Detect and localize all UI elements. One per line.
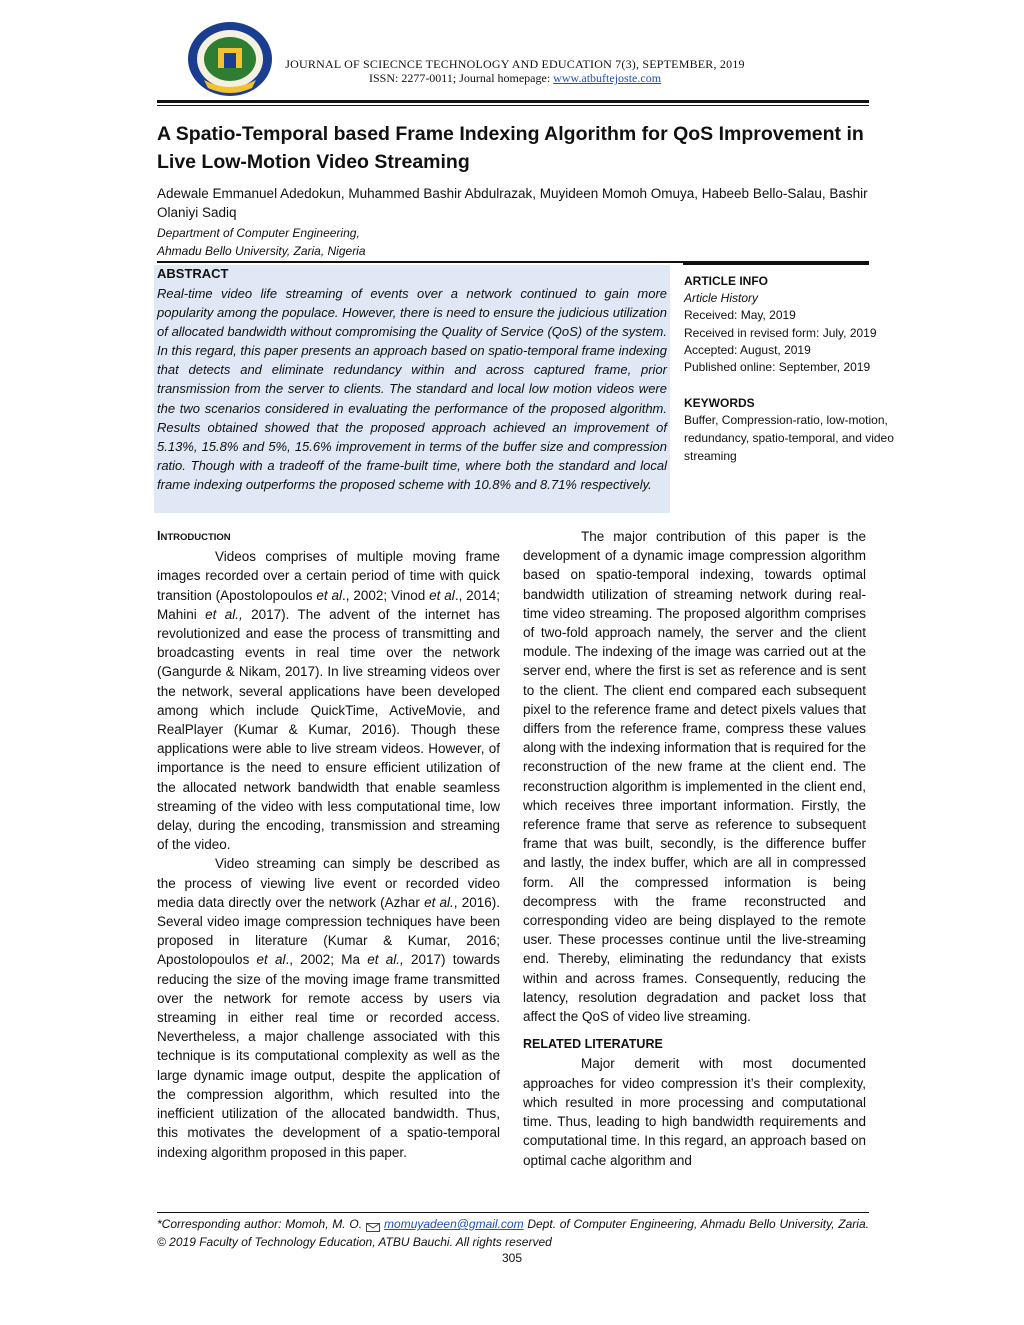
received-date: Received: May, 2019 [684, 308, 796, 322]
revised-date: Received in revised form: July, 2019 [684, 326, 877, 340]
article-history-label: Article History [684, 291, 759, 305]
related-literature-heading: RELATED LITERATURE [523, 1037, 663, 1052]
intro-paragraph-1: Videos comprises of multiple moving frame images recorded over a certain period of time with quick transition (Apostolopoulos et al., 2002; Vinod et al., 2014; Mahini et al., 2017). The advent of the internet has revolutionized and ease the process of transmitting and broadcasting events in real time over the network (Gangurde & Nikam, 2017). In live streaming videos over the network, several applications have been developed among which include QuickTime, ActiveMovie, and RealPlayer (Kumar & Kumar, 2016). Though these applications were able to live stream videos. However, of importance is the need to ensure efficient utilization of the allocated network bandwidth that enable seamless streaming of the video with less computational time, low delay, during the encoding, transmission and streaming of the video. [157, 549, 500, 853]
journal-name: JOURNAL OF SCIECNCE TECHNOLOGY AND EDUCATION 7(3), SEPTEMBER, 2019 [285, 57, 745, 71]
university: Ahmadu Bello University, Zaria, Nigeria [157, 244, 366, 258]
journal-issn-line: ISSN: 2277-0011; Journal homepage: www.atbuftejoste.com [368, 71, 662, 85]
page-number: 305 [501, 1251, 523, 1265]
intro-paragraph-2: Video streaming can simply be described as the process of viewing live event or recorded video media data directly over the network (Azhar et al., 2016). Several video image compression techniques have been proposed in literature (Kumar & Kumar, 2016; Apostolopoulos et al., 2002; Ma et al., 2017) towards reducing the size of the moving image frame transmitted over the network for remote access by users via streaming in either real time or recorded access. Nevertheless, a major challenge associated with this technique is its computational complexity as well as the large dynamic image output, despite the application of the compression algorithm, which resulted into the inefficient utilization of the allocated bandwidth. Thus, this motivates the development of a spatio-temporal indexing algorithm proposed in this paper. [157, 856, 501, 1160]
corresponding-author-note: *Corresponding author: Momoh, M. O. momuyadeen@gmail.com Dept. of Computer Engineering, Ahmadu Bello University, Zaria. © 2019 Faculty of Technology Education, ATBU Bauchi. All rights reserved [157, 1217, 869, 1249]
affiliation [157, 224, 869, 260]
author-email-link[interactable]: momuyadeen@gmail.com [384, 1217, 524, 1231]
footer-divider [157, 1212, 869, 1213]
abstract-text: Real-time video life streaming of events over a network continued to gain more popularity among the populace. However, there is need to ensure the judicious utilization of allocated bandwidth without compromising the Quality of Service (QoS) of the system. In this regard, this paper presents an approach based on spatio-temporal frame indexing that detects and eliminate redundancy within and across captured frame, prior transmission from the server to clients. The standard and local low motion videos were the two scenarios considered in evaluating the performance of the proposed algorithm. Results obtained showed that the proposed approach achieved an improvement of 5.13%, 15.8% and 5%, 15.6% improvement in terms of the buffer size and compression ratio. Though with a tradeoff of the frame-built time, where both the standard and local frame indexing outperforms the proposed scheme with 10.8% and 8.71% respectively. [157, 286, 667, 492]
header-divider-thin [157, 105, 869, 106]
header-divider [157, 100, 869, 103]
left-column [157, 527, 500, 1162]
keywords-list: Buffer, Compression-ratio, low-motion, redundancy, spatio-temporal, and video streaming [684, 413, 894, 463]
keywords-heading: KEYWORDS [684, 396, 755, 410]
paper-title: A Spatio-Temporal based Frame Indexing Algorithm for QoS Improvement in Live Low-Motion Video Streaming [157, 123, 864, 173]
abstract-heading: ABSTRACT [157, 266, 229, 281]
article-info-divider [683, 263, 869, 265]
published-date: Published online: September, 2019 [684, 360, 871, 374]
introduction-heading: INTRODUCTION [157, 529, 231, 543]
envelope-icon [366, 1220, 380, 1229]
department: Department of Computer Engineering, [157, 226, 360, 240]
contribution-paragraph: The major contribution of this paper is the development of a dynamic image compression algorithm based on spatio-temporal indexing, towards optimal bandwidth utilization of streaming network during real-time video streaming. The proposed algorithm comprises of two-fold approach namely, the server and the client module. The indexing of the image was carried out at the server end, where the first is set as reference and is sent to the client. The client end compared each subsequent pixel to the reference frame and detect pixels values that differs from the reference frame, compress these values along with the indexing information that is required for the reconstruction of the new frame at the client end. The reconstruction algorithm is implemented in the client end, which receives three important information. Firstly, the reference frame that serve as reference to subsequent frame that was built, secondly, is the difference buffer and lastly, the index buffer, which are all in compressed form. All the compressed information is being decompress with the frame reconstructed and corresponding video are being displayed to the remote user. These processes continue until the live-streaming end. Thereby, eliminating the redundancy that exists within and across frames. Consequently, reducing the latency, resolution degradation and packet loss that affect the QoS of video live streaming. [523, 529, 866, 1025]
university-seal-logo [186, 20, 274, 98]
accepted-date: Accepted: August, 2019 [684, 343, 811, 357]
journal-homepage-link[interactable]: www.atbuftejoste.com [553, 71, 662, 85]
author-list: Adewale Emmanuel Adedokun, Muhammed Bashir Abdulrazak, Muyideen Momoh Omuya, Habeeb Bello-Salau, Bashir Olaniyi Sadiq [157, 186, 868, 220]
article-info-heading: ARTICLE INFO [684, 274, 768, 288]
right-column [523, 527, 866, 1170]
related-literature-paragraph: Major demerit with most documented approaches for video compression it’s their complexity, which resulted in more processing and computational time. Thus, leading to high bandwidth requirements and computational time. In this regard, an approach based on optimal cache algorithm and [523, 1056, 866, 1168]
